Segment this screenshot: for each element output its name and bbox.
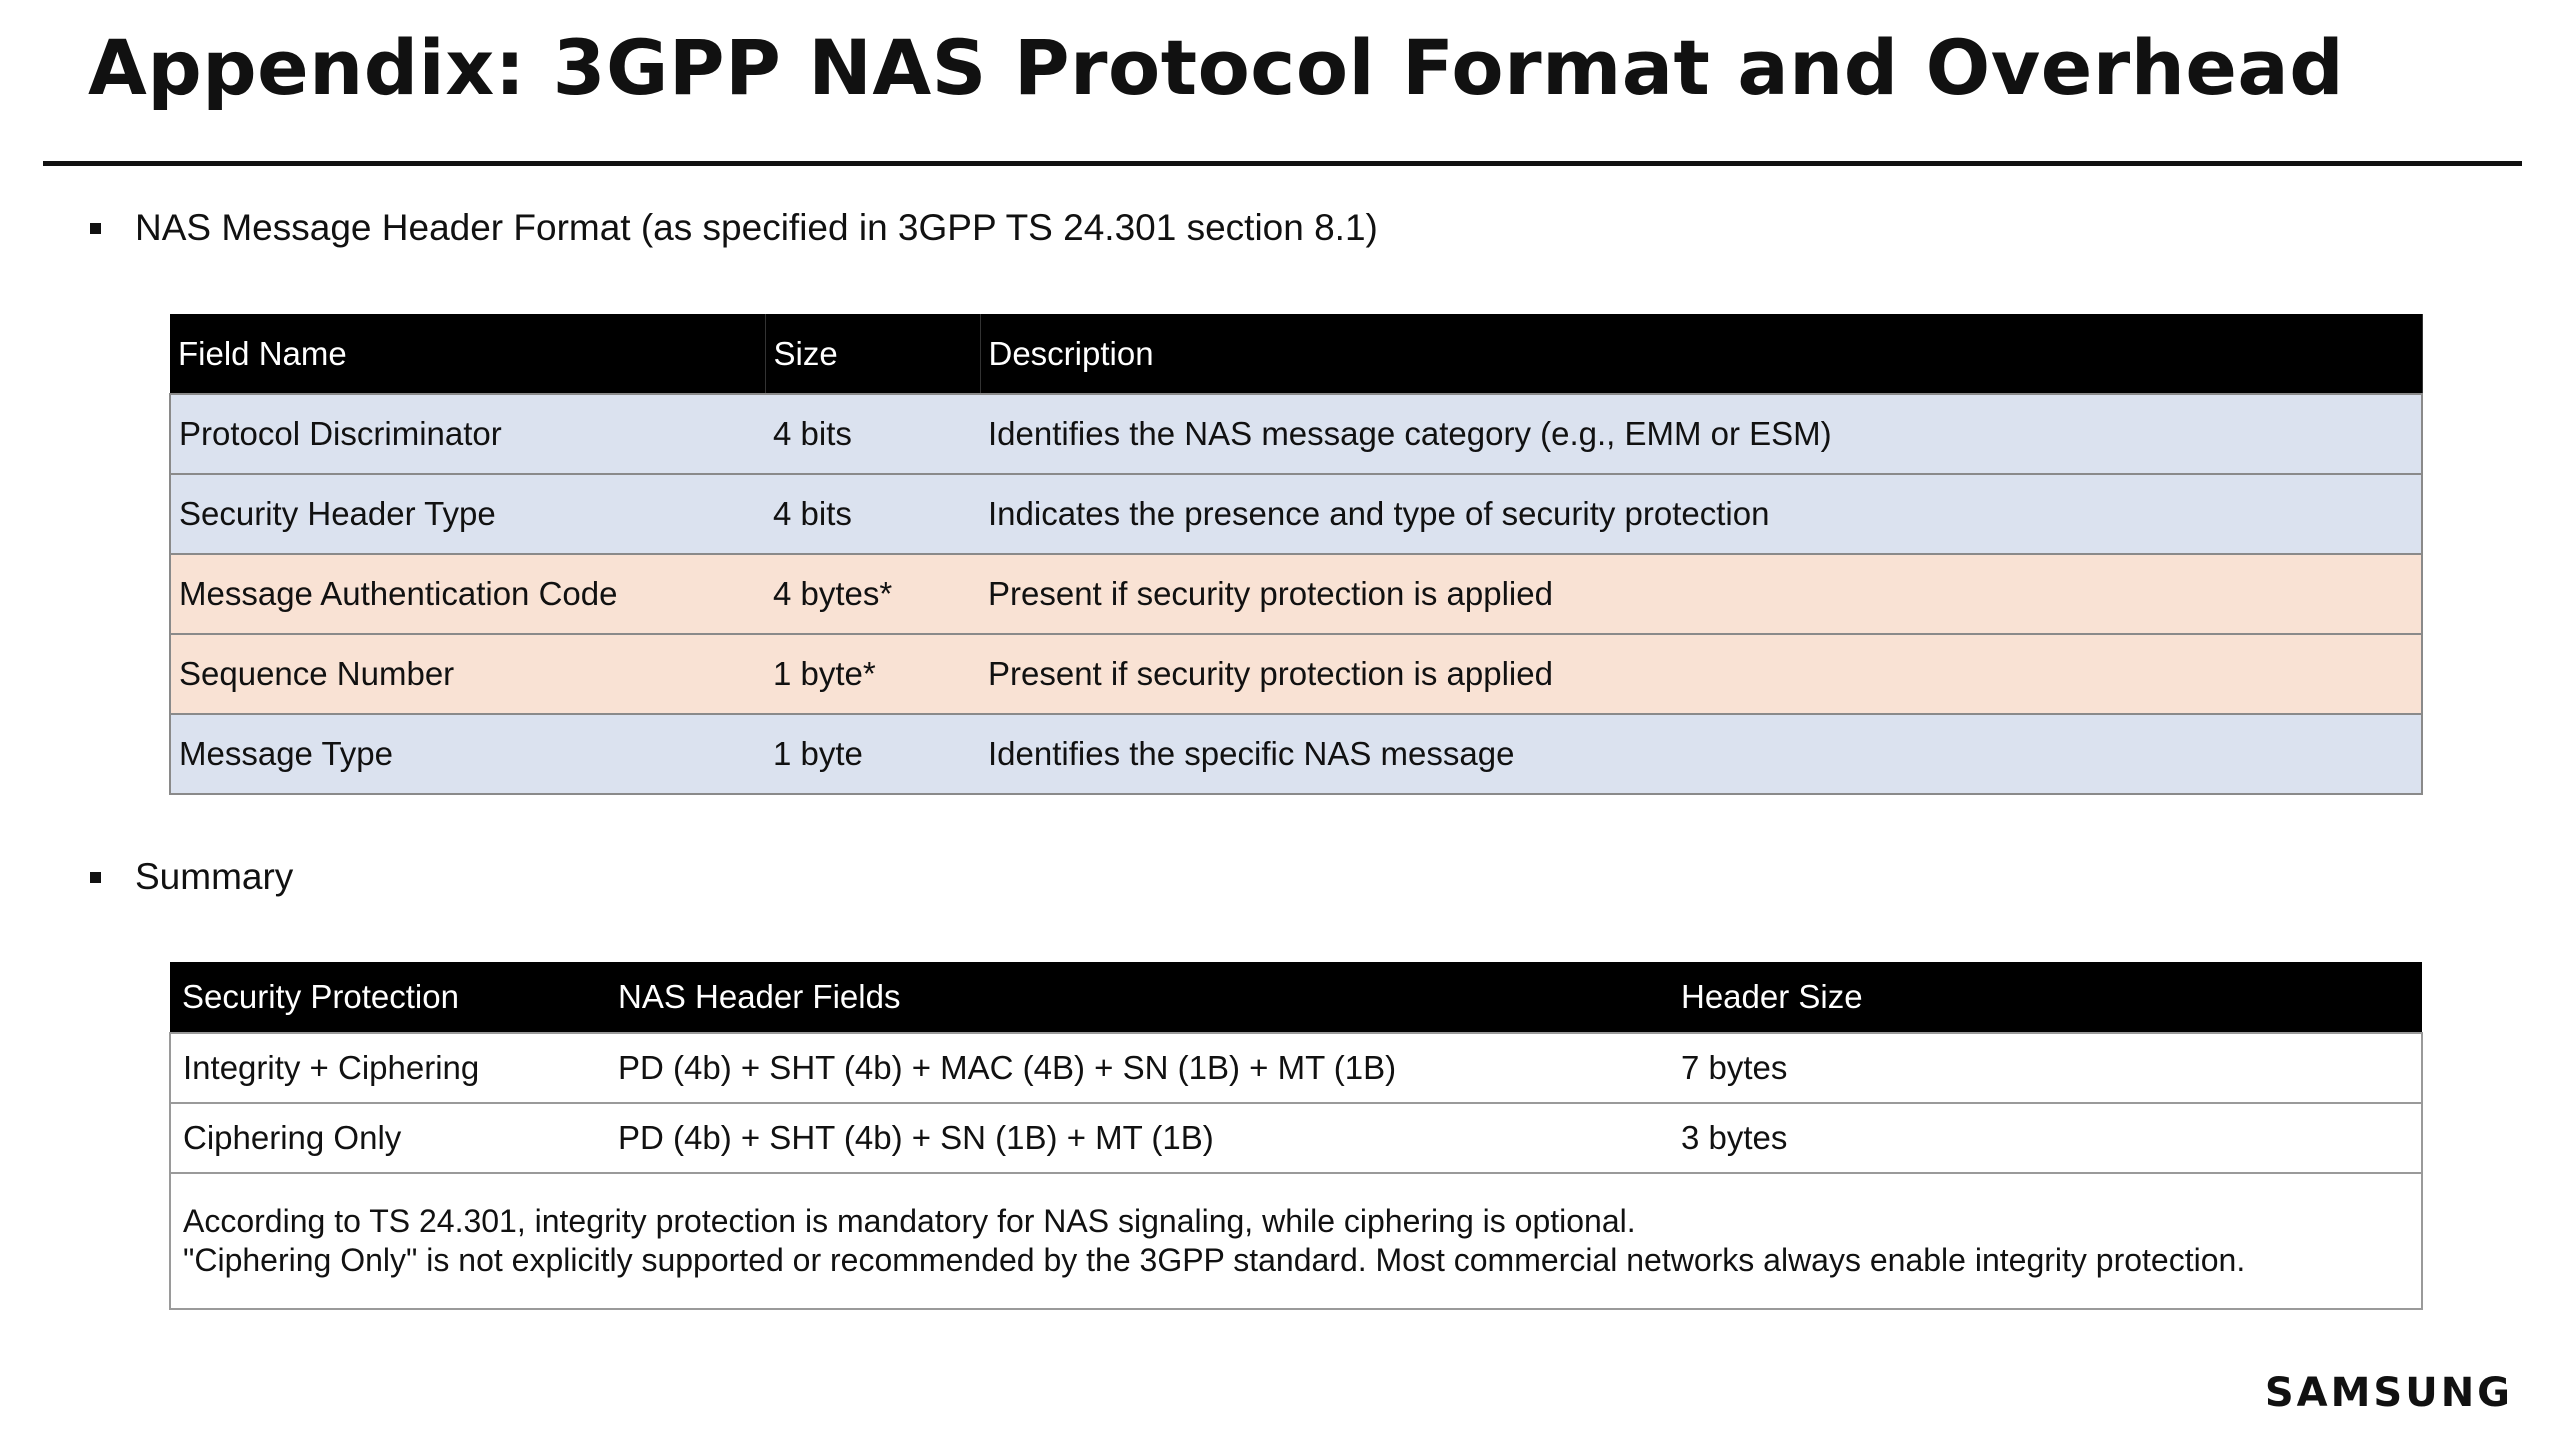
page-title: Appendix: 3GPP NAS Protocol Format and Overhead <box>88 23 2345 112</box>
cell-security-protection: Ciphering Only <box>170 1103 606 1173</box>
summary-note <box>170 1173 2422 1309</box>
column-header-field-name: Field Name <box>170 314 765 394</box>
table-row <box>170 474 2422 554</box>
cell-field-name: Message Type <box>170 714 765 794</box>
cell-size: 4 bits <box>765 394 980 474</box>
cell-nas-header-fields: PD (4b) + SHT (4b) + SN (1B) + MT (1B) <box>606 1103 1669 1173</box>
nas-header-format-table <box>169 314 2423 795</box>
samsung-logo: SAMSUNG <box>2264 1370 2513 1416</box>
note-line: "Ciphering Only" is not explicitly supported or recommended by the 3GPP standard. Most commercial networks always enable integrity protection. <box>183 1242 2246 1278</box>
cell-description: Identifies the specific NAS message <box>980 714 2422 794</box>
table-row <box>170 1033 2422 1103</box>
cell-header-size: 3 bytes <box>1669 1103 2422 1173</box>
cell-size: 1 byte <box>765 714 980 794</box>
cell-description: Indicates the presence and type of security protection <box>980 474 2422 554</box>
bullet-header-format-text: NAS Message Header Format (as specified in 3GPP TS 24.301 section 8.1) <box>135 207 1378 248</box>
note-line: According to TS 24.301, integrity protection is mandatory for NAS signaling, while ciphering is optional. <box>183 1203 1636 1239</box>
table-row <box>170 554 2422 634</box>
table-header-row <box>170 962 2422 1033</box>
cell-field-name: Message Authentication Code <box>170 554 765 634</box>
cell-header-size: 7 bytes <box>1669 1033 2422 1103</box>
table-note-row <box>170 1173 2422 1309</box>
title-divider <box>43 161 2522 166</box>
cell-size: 4 bits <box>765 474 980 554</box>
table-row <box>170 1103 2422 1173</box>
column-header-size: Size <box>765 314 980 394</box>
bullet-square-icon <box>90 223 101 234</box>
cell-description: Identifies the NAS message category (e.g., EMM or ESM) <box>980 394 2422 474</box>
bullet-header-format <box>90 203 1378 253</box>
table-header-row <box>170 314 2422 394</box>
table-row <box>170 394 2422 474</box>
cell-description: Present if security protection is applied <box>980 634 2422 714</box>
summary-table <box>169 962 2423 1310</box>
cell-description: Present if security protection is applied <box>980 554 2422 634</box>
cell-size: 4 bytes* <box>765 554 980 634</box>
table-row <box>170 714 2422 794</box>
cell-security-protection: Integrity + Ciphering <box>170 1033 606 1103</box>
cell-nas-header-fields: PD (4b) + SHT (4b) + MAC (4B) + SN (1B) + MT (1B) <box>606 1033 1669 1103</box>
bullet-square-icon <box>90 872 101 883</box>
column-header-description: Description <box>980 314 2422 394</box>
table-row <box>170 634 2422 714</box>
column-header-security-protection: Security Protection <box>170 962 606 1033</box>
cell-field-name: Sequence Number <box>170 634 765 714</box>
bullet-summary <box>90 852 293 902</box>
cell-size: 1 byte* <box>765 634 980 714</box>
cell-field-name: Security Header Type <box>170 474 765 554</box>
cell-field-name: Protocol Discriminator <box>170 394 765 474</box>
bullet-summary-text: Summary <box>135 856 294 897</box>
column-header-nas-header-fields: NAS Header Fields <box>606 962 1669 1033</box>
column-header-header-size: Header Size <box>1669 962 2422 1033</box>
